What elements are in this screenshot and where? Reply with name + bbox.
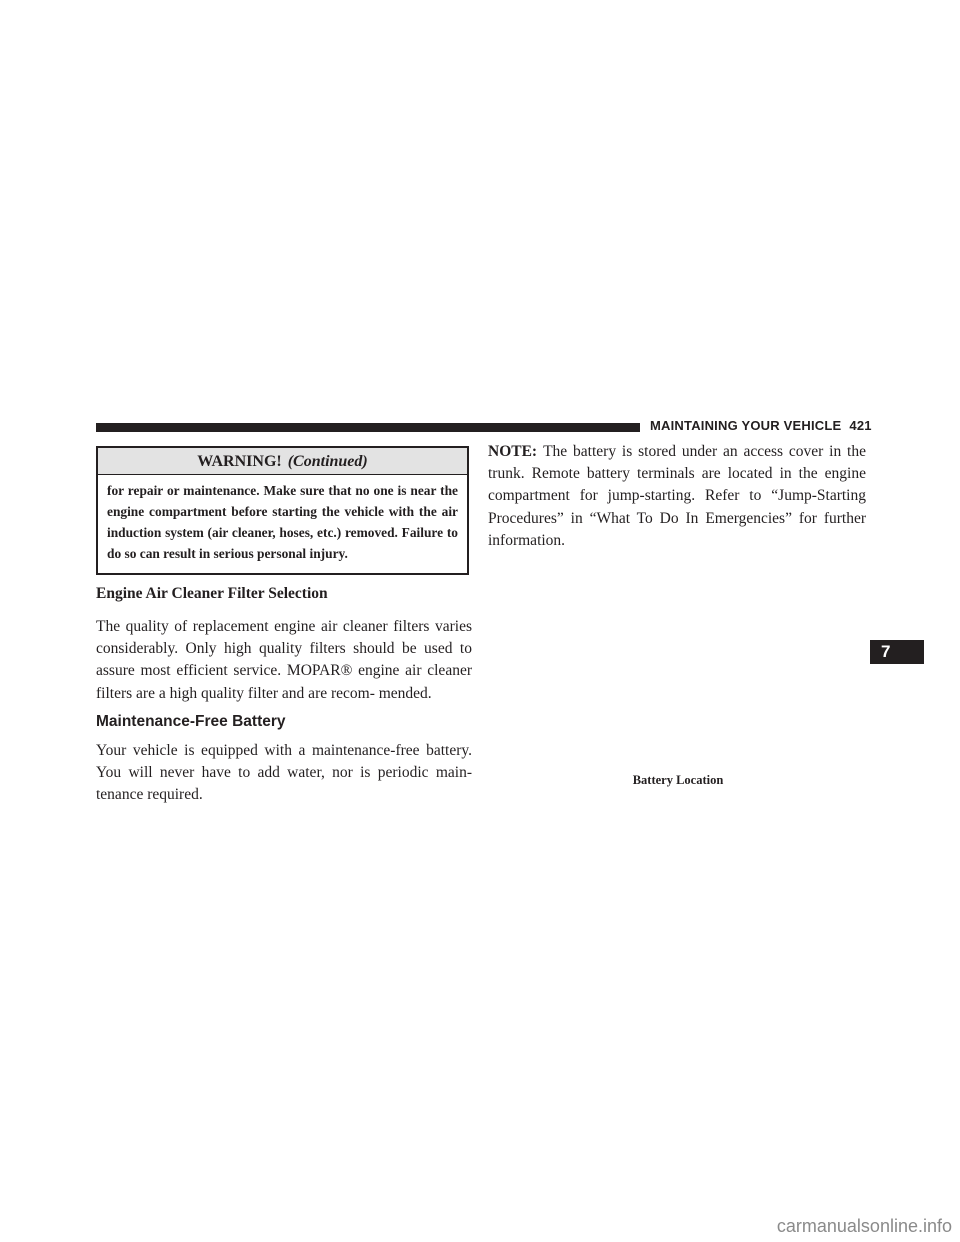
warning-box xyxy=(96,446,469,575)
battery-location-figure xyxy=(488,530,868,768)
filter-selection-paragraph: The quality of replacement engine air cleaner filters varies considerably. Only high quality filters should be used to assure most efficient service. MOPAR® engine air cleaner filters are a high quality filter and are recom- mended. xyxy=(96,618,472,702)
section-name: MAINTAINING YOUR VEHICLE xyxy=(650,418,842,433)
note-label: NOTE: xyxy=(488,443,538,460)
header-rule xyxy=(96,423,640,432)
warning-continued: (Continued) xyxy=(287,453,368,470)
battery-heading: Maintenance-Free Battery xyxy=(96,713,286,730)
warning-text: for repair or maintenance. Make sure that no one is near the engine compartment before starting the vehicle with the air induction system (air cleaner, hoses, etc.) removed. Failure to do so can result in serious personal injury. xyxy=(107,483,458,561)
warning-title: WARNING! xyxy=(197,453,282,470)
battery-paragraph: Your vehicle is equipped with a maintenance-free battery. You will never have to add water, nor is periodic main- tenance required. xyxy=(96,742,472,804)
chapter-tab: 7 xyxy=(870,640,924,664)
figure-caption: Battery Location xyxy=(632,773,724,787)
warning-header xyxy=(98,448,467,475)
filter-selection-heading: Engine Air Cleaner Filter Selection xyxy=(96,585,328,602)
page-number: 421 xyxy=(849,418,872,433)
note-text: The battery is stored under an access cover in the trunk. Remote battery terminals are located in the engine compartment for jump-starting. Refer to “Jump-Starting Procedures” in “What To Do In Emergencies” for further information. xyxy=(488,443,866,549)
running-header xyxy=(650,418,872,433)
watermark: carmanualsonline.info xyxy=(776,1216,952,1236)
